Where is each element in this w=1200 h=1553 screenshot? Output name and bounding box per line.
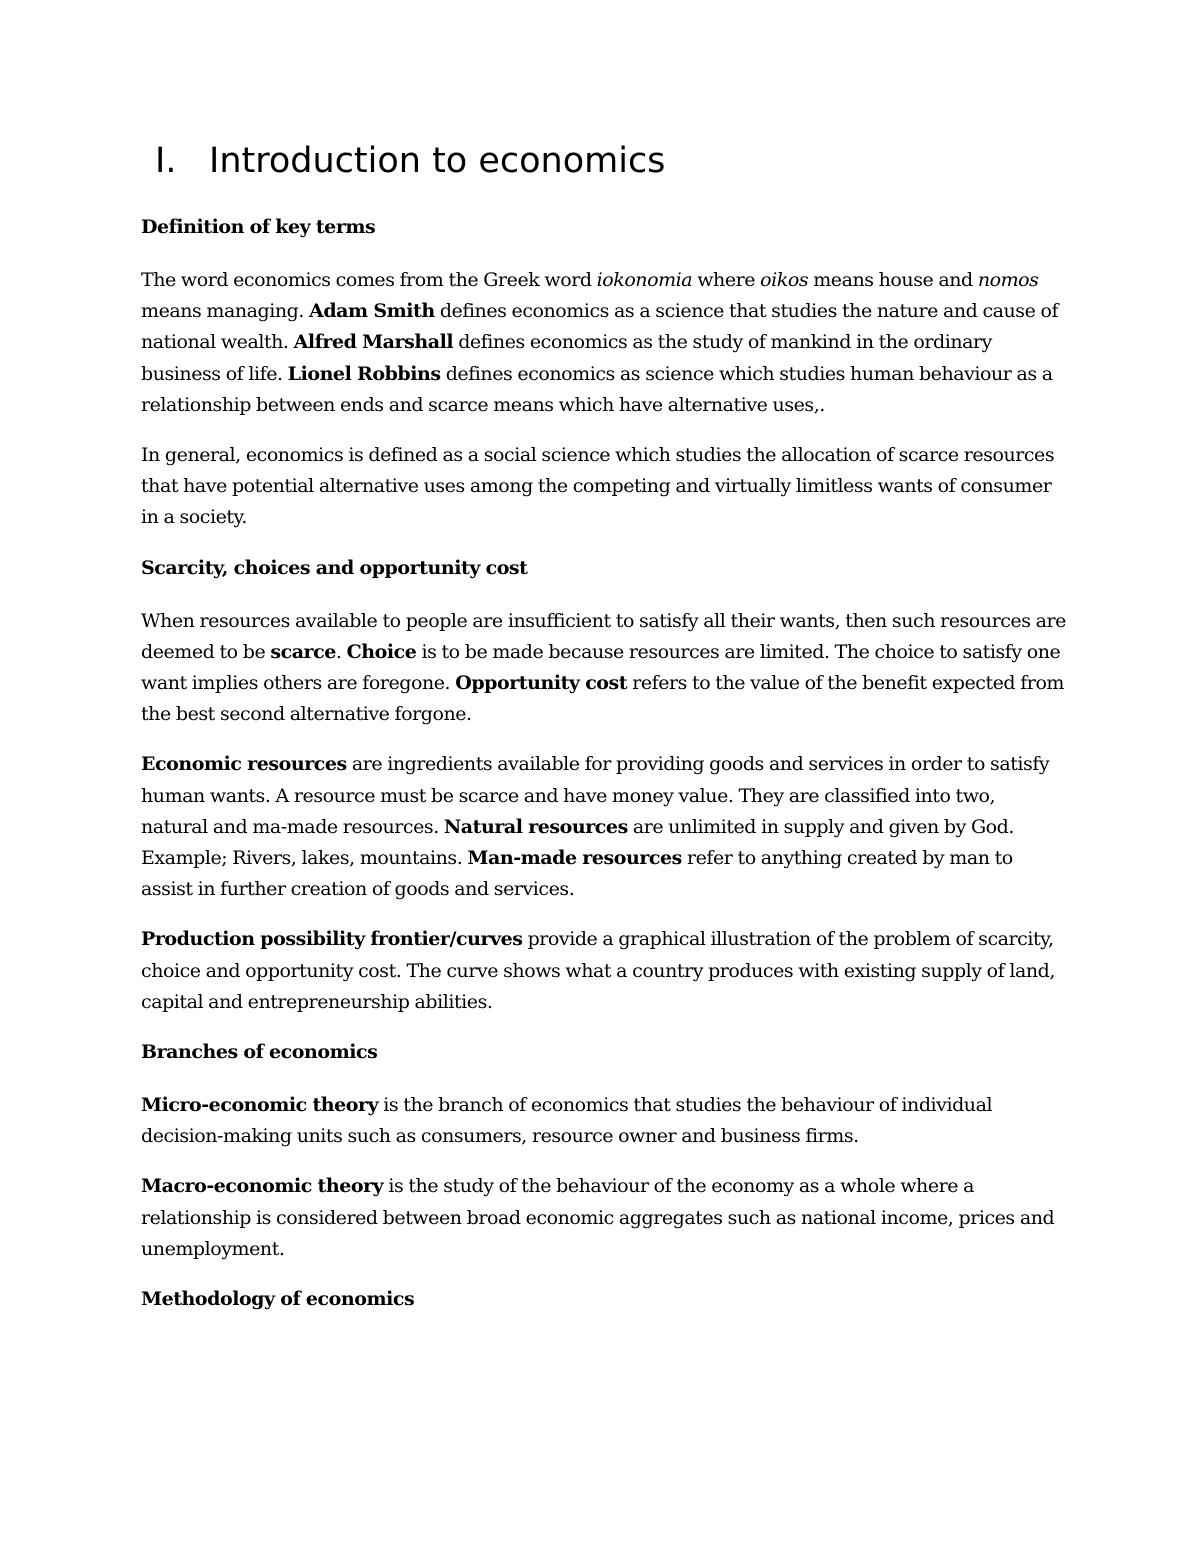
paragraph — [141, 440, 1066, 534]
page-title — [141, 138, 1066, 184]
bold-term: Man-made resources — [467, 847, 682, 870]
text-run: are ingredients available for providing goods and services in order to satisfy human wants. A resource must be scarce and have money value. They are classified into two, natural and ma-made resources. — [141, 753, 1050, 838]
text-run: is the branch of economics that studies the behaviour of individual decision-making units such as consumers, resource owner and business firms. — [141, 1094, 993, 1148]
text-run: defines economics as the study of mankind in the ordinary business of life. — [141, 331, 992, 385]
document-body — [141, 212, 1066, 1315]
text-run: . — [335, 640, 347, 663]
italic-term: iokonomia — [596, 269, 693, 291]
bold-term: Opportunity cost — [455, 672, 628, 695]
text-run: is to be made because resources are limited. The choice to satisfy one want implies others are foregone. — [141, 640, 1061, 695]
text-run: defines economics as science which studies human behaviour as a relationship between ends and scarce means which have alternative uses,. — [141, 362, 1053, 416]
title-text: Introduction to economics — [209, 141, 666, 181]
text-run: where — [692, 269, 761, 291]
bold-term: Alfred Marshall — [293, 331, 454, 354]
text-run: are unlimited in supply and given by God. Example; Rivers, lakes, mountains. — [141, 815, 1014, 870]
bold-term: scarce — [270, 640, 336, 663]
text-run: provide a graphical illustration of the problem of scarcity, choice and opportunity cost. The curve shows what a country produces with existing supply of land, capital and entrepreneurship abilities. — [141, 928, 1055, 1013]
paragraph — [141, 265, 1066, 421]
bold-term: Choice — [346, 640, 417, 663]
text-run: means managing. — [141, 300, 310, 323]
bold-term: Lionel Robbins — [287, 362, 441, 385]
bold-term: Macro-economic theory — [141, 1175, 384, 1198]
italic-term: nomos — [977, 269, 1039, 291]
section-heading: Definition of key terms — [141, 216, 376, 238]
bold-term: Adam Smith — [309, 300, 435, 323]
section-heading: Methodology of economics — [141, 1288, 415, 1311]
bold-term: Natural resources — [443, 815, 628, 838]
text-run: refer to anything created by man to assist in further creation of goods and services. — [141, 847, 1013, 901]
paragraph — [141, 749, 1066, 905]
paragraph — [141, 1171, 1066, 1265]
italic-term: oikos — [760, 269, 809, 291]
text-run: In general, economics is defined as a social science which studies the allocation of scarce resources that have potential alternative uses among the competing and virtually limitless wants of consumer in a society. — [141, 444, 1055, 529]
section-heading: Scarcity, choices and opportunity cost — [141, 556, 528, 579]
bold-term: Production possibility frontier/curves — [141, 928, 523, 951]
bold-term: Economic resources — [141, 753, 347, 776]
paragraph — [141, 1090, 1066, 1152]
title-number: I. — [155, 141, 177, 181]
bold-term: Micro-economic theory — [141, 1094, 379, 1117]
text-run: refers to the value of the benefit expected from the best second alternative forgone. — [141, 672, 1064, 726]
text-run: The word economics comes from the Greek word — [141, 269, 597, 291]
paragraph — [141, 606, 1066, 731]
text-run: is the study of the behaviour of the economy as a whole where a relationship is considered between broad economic aggregates such as national income, prices and unemployment. — [141, 1175, 1055, 1260]
text-run: means house and — [808, 269, 978, 291]
paragraph — [141, 924, 1066, 1018]
text-run: When resources available to people are insufficient to satisfy all their wants, then such resources are deemed to be — [141, 609, 1066, 663]
text-run: defines economics as a science that studies the nature and cause of national wealth. — [141, 300, 1059, 354]
section-heading: Branches of economics — [141, 1041, 378, 1064]
document-page — [141, 138, 1066, 1337]
